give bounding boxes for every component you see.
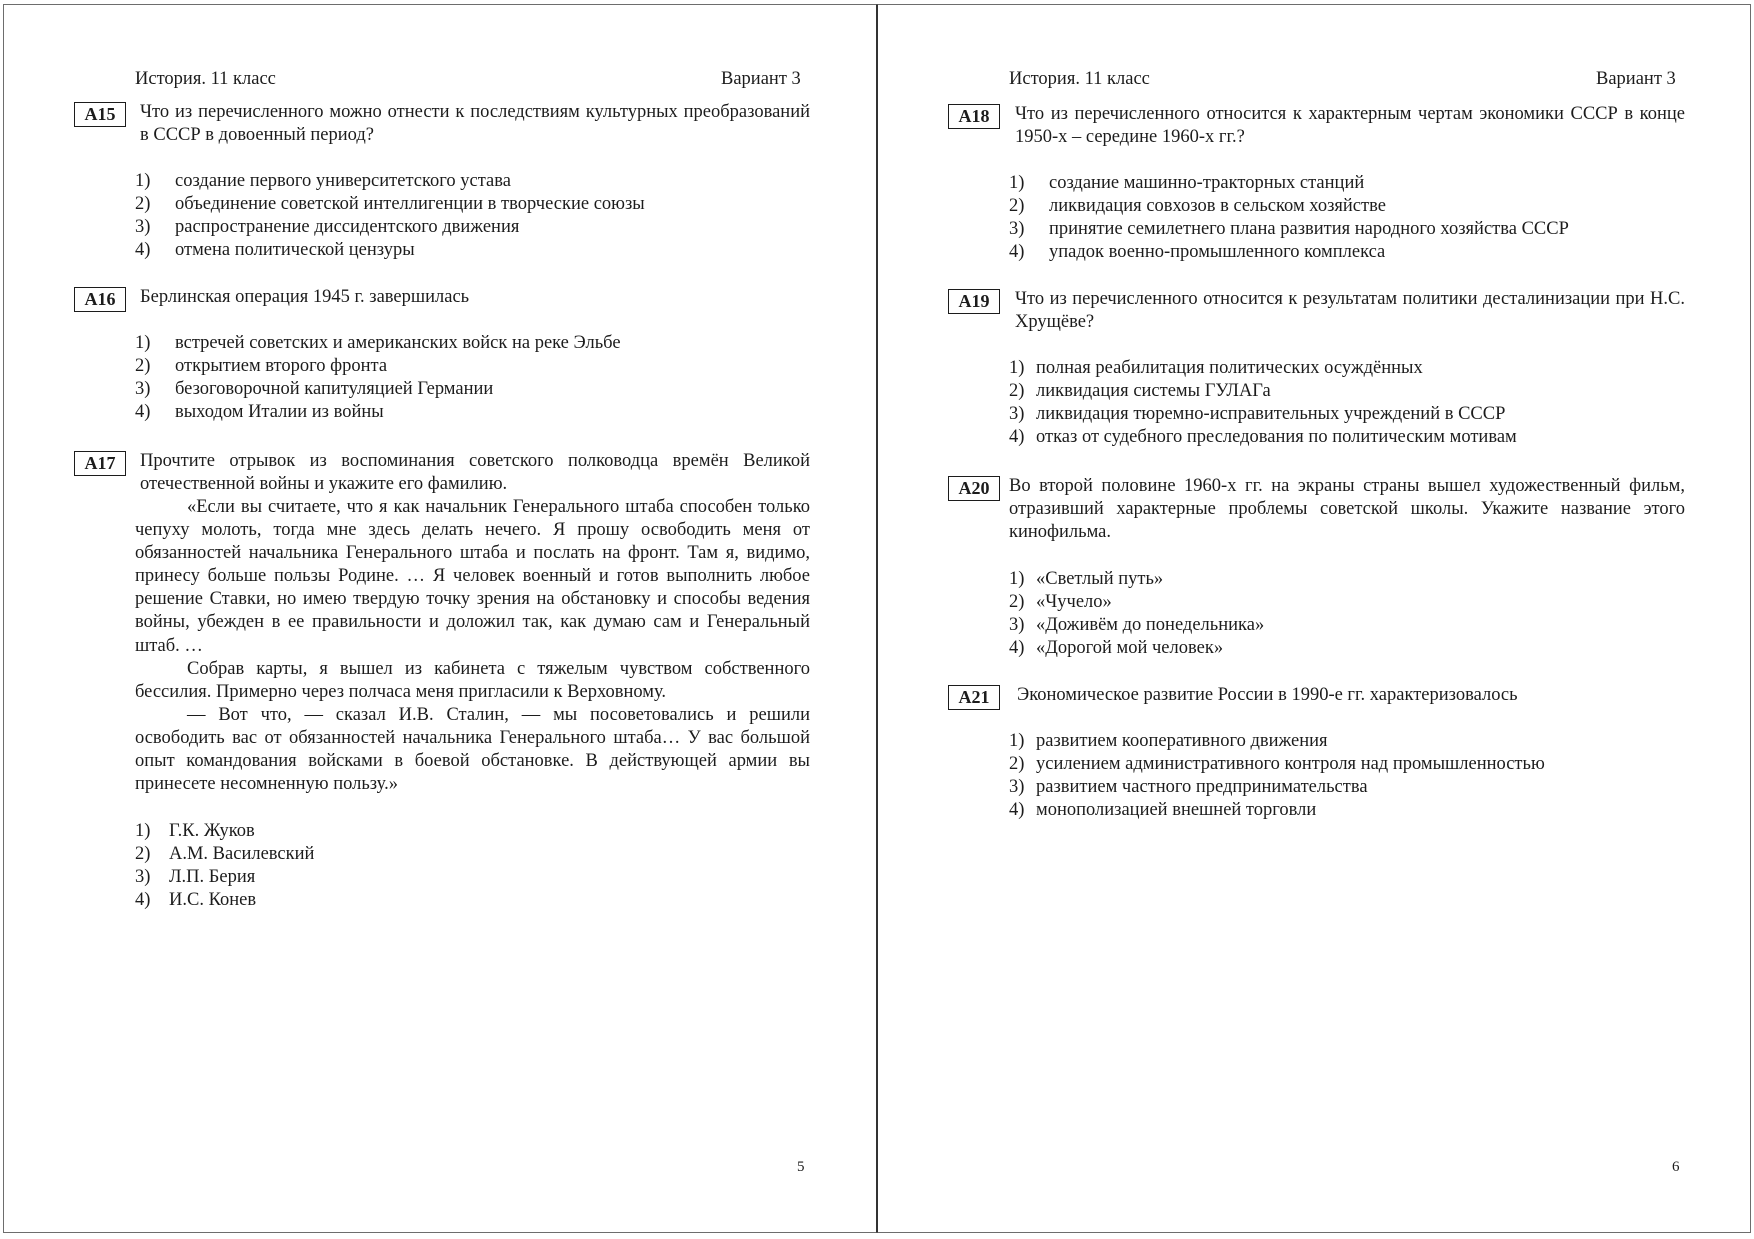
question-label-a21: A21 (948, 685, 1000, 710)
option-a15-2[interactable]: 2) объединение советской интеллигенции в творческие союзы (135, 194, 645, 214)
question-label-a19: A19 (948, 289, 1000, 314)
options-a15 (135, 170, 645, 262)
option-a20-4[interactable]: 4) «Дорогой мой человек» (1009, 638, 1224, 658)
option-a20-3[interactable]: 3) «Доживём до понедельника» (1009, 615, 1265, 635)
passage-paragraph-1: «Если вы считаете, что я как начальник Генерального штаба способен только чепуху молоть, тогда мне здесь делать нечего. Я прошу освободить меня от обязанностей начальника Генерального штаба и послать на фронт. Там я, видимо, принесу больше пользы Родине. … Я человек военный и готов выполнить любое решение Ставки, но имею твердую точку зрения на обстановку и способы ведения войны, убежден в ее правильности и доложил так, как думаю сам и Генеральный штаб. … (135, 497, 810, 656)
option-a15-3[interactable]: 3) распространение диссидентского движения (135, 217, 520, 237)
question-label-a18: A18 (948, 104, 1000, 129)
question-text-a21: Экономическое развитие России в 1990-е гг. характеризовалось (1017, 685, 1518, 705)
question-text-a20: Во второй половине 1960-х гг. на экраны страны вышел художественный фильм, отразивший характерные проблемы советской школы. Укажите название этого кинофильма. (1009, 476, 1685, 542)
options-a16 (135, 332, 621, 424)
question-text-a18: Что из перечисленного относится к характерным чертам экономики СССР в конце 1950-х – середине 1960-х гг.? (1015, 104, 1685, 147)
option-a17-4[interactable]: 4) И.С. Конев (135, 890, 257, 910)
passage-paragraph-3: — Вот что, — сказал И.В. Сталин, — мы посоветовались и решили освободить вас от обязанностей начальника Генерального штаба… У вас большой опыт командования войсками в боевой обстановке. В действующей армии вы принесете несомненную пользу.» (135, 704, 810, 795)
option-a19-1[interactable]: 1) полная реабилитация политических осуждённых (1009, 358, 1423, 378)
header-subject: История. 11 класс (135, 69, 276, 89)
option-a16-4[interactable]: 4) выходом Италии из войны (135, 402, 384, 422)
option-a20-2[interactable]: 2) «Чучело» (1009, 592, 1112, 612)
question-label-a20: A20 (948, 476, 1000, 501)
option-a15-4[interactable]: 4) отмена политической цензуры (135, 240, 415, 260)
option-a18-4[interactable]: 4) упадок военно-промышленного комплекса (1009, 242, 1386, 262)
options-a17 (135, 820, 314, 912)
question-label-a15: A15 (74, 102, 126, 127)
options-a21 (1009, 730, 1545, 822)
question-label-a16: A16 (74, 287, 126, 312)
options-a18 (1009, 172, 1569, 264)
passage-paragraph-2: Собрав карты, я вышел из кабинета с тяжелым чувством собственного бессилия. Примерно через полчаса меня пригласили к Верховному. (135, 658, 810, 702)
option-a17-2[interactable]: 2) А.М. Василевский (135, 844, 315, 864)
page-number: 5 (797, 1159, 805, 1175)
page-left (3, 4, 877, 1233)
option-a19-3[interactable]: 3) ликвидация тюремно-исправительных учреждений в СССР (1009, 404, 1506, 424)
option-a21-3[interactable]: 3) развитием частного предпринимательства (1009, 777, 1368, 797)
option-a15-1[interactable]: 1) создание первого университетского устава (135, 171, 511, 191)
option-a19-2[interactable]: 2) ликвидация системы ГУЛАГа (1009, 381, 1271, 401)
header-variant: Вариант 3 (1596, 69, 1676, 89)
page-right (877, 4, 1751, 1233)
option-a18-3[interactable]: 3) принятие семилетнего плана развития народного хозяйства СССР (1009, 219, 1569, 239)
option-a20-1[interactable]: 1) «Светлый путь» (1009, 569, 1164, 589)
option-a17-1[interactable]: 1) Г.К. Жуков (135, 821, 255, 841)
question-text-a16: Берлинская операция 1945 г. завершилась (140, 287, 470, 307)
quote-passage (135, 496, 810, 796)
option-a19-4[interactable]: 4) отказ от судебного преследования по политическим мотивам (1009, 427, 1517, 447)
option-a21-4[interactable]: 4) монополизацией внешней торговли (1009, 800, 1317, 820)
header-variant: Вариант 3 (721, 69, 801, 89)
options-a20 (1009, 568, 1264, 660)
header-subject: История. 11 класс (1009, 69, 1150, 89)
option-a16-2[interactable]: 2) открытием второго фронта (135, 356, 388, 376)
question-text-a15: Что из перечисленного можно отнести к последствиям культурных преобразований в СССР в довоенный период? (140, 102, 810, 145)
question-text-a19: Что из перечисленного относится к результатам политики десталинизации при Н.С. Хрущёве? (1015, 289, 1685, 332)
option-a18-1[interactable]: 1) создание машинно-тракторных станций (1009, 173, 1365, 193)
question-text-a17: Прочтите отрывок из воспоминания советского полководца времён Великой отечественной войны и укажите его фамилию. (140, 451, 810, 494)
option-a17-3[interactable]: 3) Л.П. Берия (135, 867, 256, 887)
options-a19 (1009, 357, 1517, 449)
option-a21-2[interactable]: 2) усилением административного контроля над промышленностью (1009, 754, 1545, 774)
option-a16-3[interactable]: 3) безоговорочной капитуляцией Германии (135, 379, 494, 399)
option-a21-1[interactable]: 1) развитием кооперативного движения (1009, 731, 1328, 751)
option-a16-1[interactable]: 1) встречей советских и американских войск на реке Эльбе (135, 333, 621, 353)
option-a18-2[interactable]: 2) ликвидация совхозов в сельском хозяйстве (1009, 196, 1386, 216)
question-label-a17: A17 (74, 451, 126, 476)
page-number: 6 (1672, 1159, 1680, 1175)
